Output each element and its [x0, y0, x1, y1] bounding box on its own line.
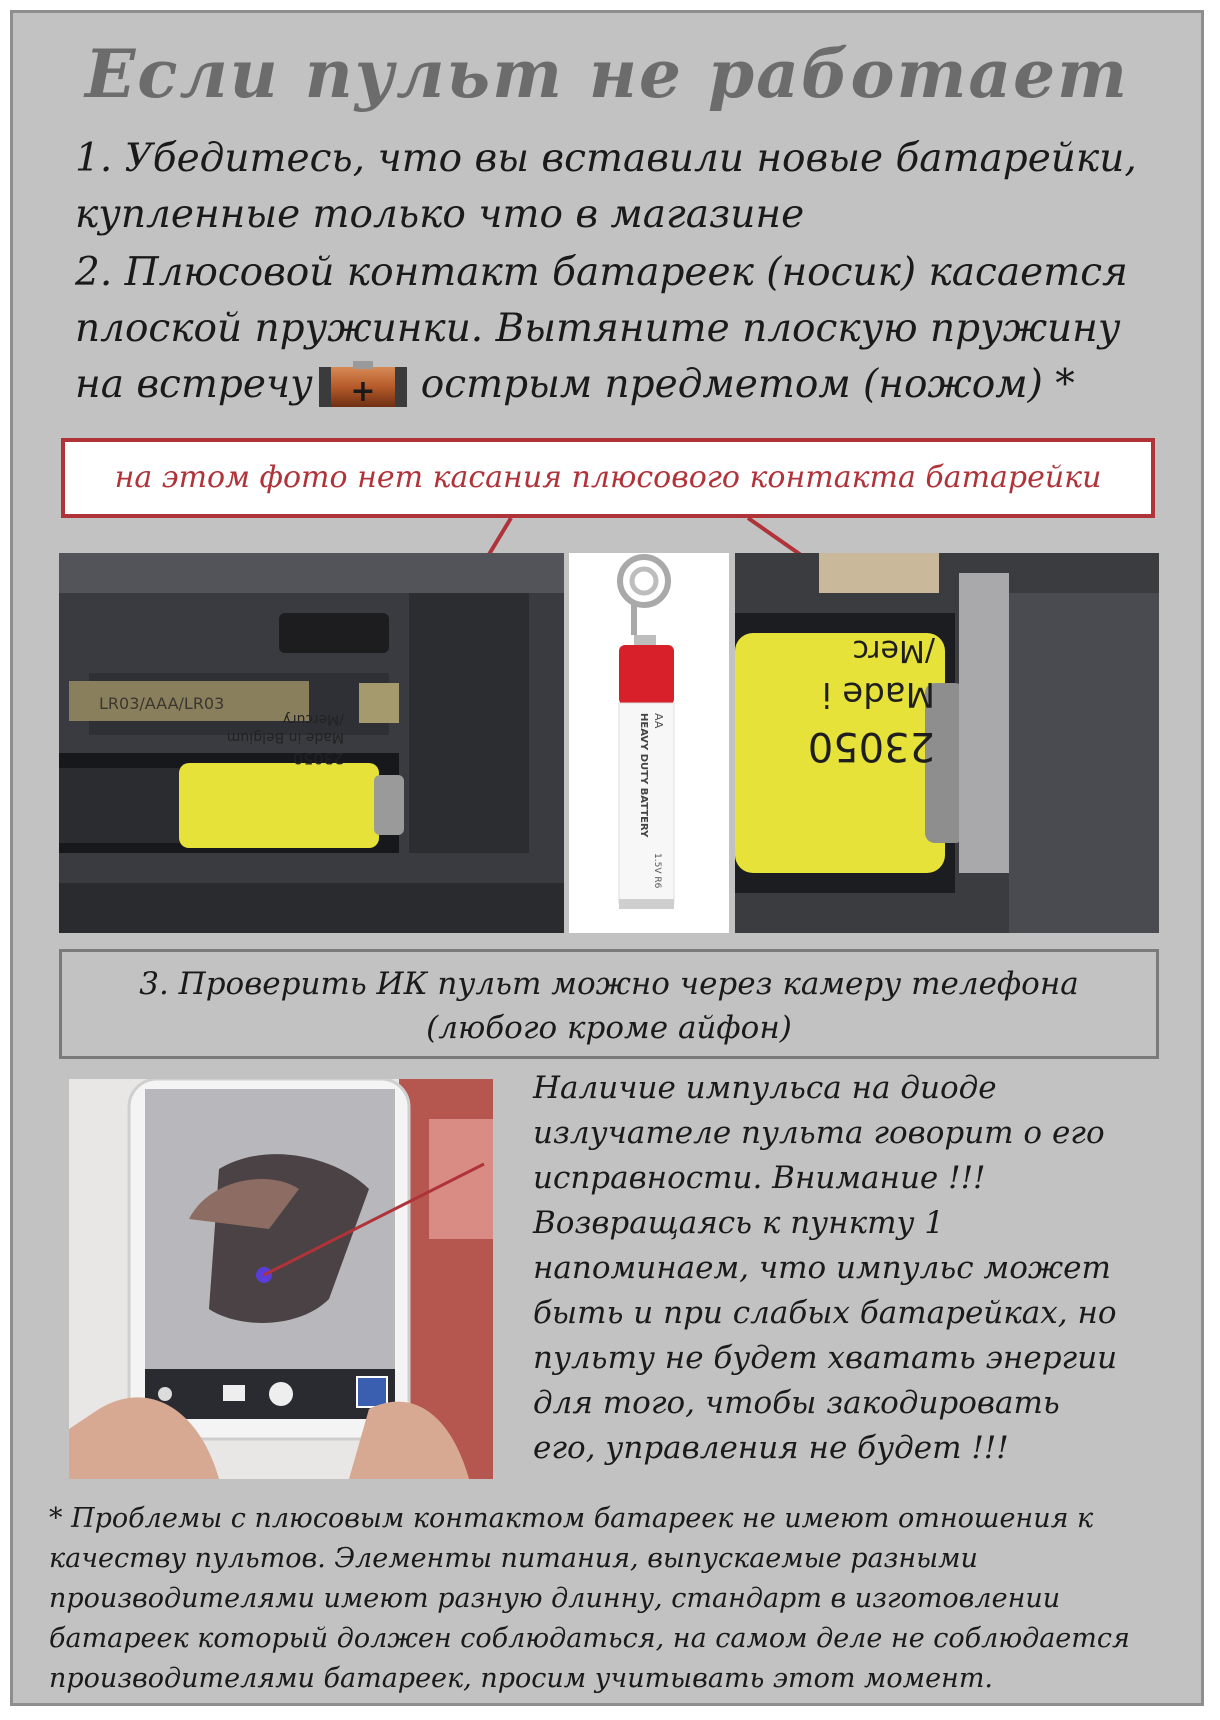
- instruction-sheet: [10, 10, 1204, 1706]
- footnote: * Проблемы с плюсовым контактом батареек не имеют отношения к качеству пультов. Элементы питания, выпускаемые разными производителями имеют разную длинну, стандарт в изготовлении батареек который должен соблюдаться, на самом деле не соблюдается производителями батареек, просим учитывать этот момент.: [49, 1503, 1130, 1694]
- page-title: Если пульт не работает: [85, 35, 1129, 113]
- right-battery-origin: Made i: [822, 674, 935, 714]
- ir-pulse-explanation: Наличие импульса на диоде излучателе пульта говорит о его исправности. Внимание !!! Возвращаясь к пункту 1 напоминаем, что импульс может быть и при слабых батарейках, но пульту не будет хватать энергии для того, чтобы закодировать его, управления не будет !!!: [533, 1070, 1118, 1466]
- left-battery-origin: Made in Belgium: [226, 729, 344, 745]
- left-battery-brand: /Mercury: [282, 711, 344, 727]
- step-3-line-1: 3. Проверить ИК пульт можно через камеру телефона: [139, 966, 1079, 1002]
- callout-box: на этом фото нет касания плюсового контакта батарейки: [61, 438, 1155, 518]
- right-battery-brand: /Merc: [852, 633, 935, 668]
- step-1-text: 1. Убедитесь, что вы вставили новые батарейки, купленные только что в магазине: [75, 136, 1137, 237]
- step-3-box: [59, 949, 1159, 1059]
- step-3-line-2: (любого кроме айфон): [426, 1010, 792, 1046]
- aa-size-label: AA: [652, 713, 665, 729]
- battery-photos: [59, 553, 1159, 933]
- step-2-text-before: 2. Плюсовой контакт батареек (носик) касается плоской пружинки. Вытяните плоскую пружину на встречу: [75, 250, 1128, 407]
- phone-camera-photo: [69, 1079, 493, 1479]
- aa-type-label: HEAVY DUTY BATTERY: [638, 713, 649, 838]
- step-2-text-after: острым предметом (ножом) *: [420, 362, 1075, 407]
- photo-contact-closeup: [735, 553, 1159, 933]
- left-battery-code: 23050: [293, 749, 344, 768]
- right-battery-code: 23050: [807, 723, 935, 769]
- battery-plus-sign: +: [350, 374, 376, 407]
- compartment-label: LR03/AAA/LR03: [99, 694, 225, 713]
- photo-aa-battery: [569, 553, 729, 933]
- aa-voltage-label: 1.5V R6: [652, 853, 662, 889]
- photo-remote-compartment: [59, 553, 564, 933]
